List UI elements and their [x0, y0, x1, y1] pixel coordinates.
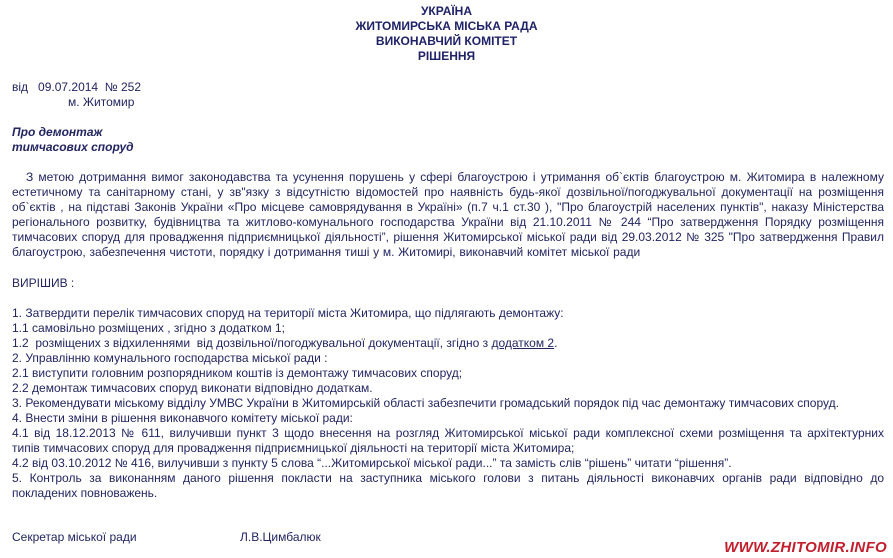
item-2: 2. Управлінню комунального господарства міської ради : — [12, 351, 328, 365]
signature-name: Л.В.Цимбалюк — [240, 530, 321, 544]
header-council: ЖИТОМИРСЬКА МІСЬКА РАДА — [355, 19, 538, 33]
item-1-2 — [12, 336, 557, 351]
item-3: 3. Рекомендувати міському відділу УМВС України в Житомирській області забезпечити громадський порядок під час демонтажу тимчасових споруд. — [12, 396, 839, 410]
item-1-2-end: . — [554, 336, 558, 350]
preamble-paragraph — [12, 170, 884, 260]
item-5-line-2: покладених повноважень. — [12, 486, 158, 500]
decision-date-number: від 09.07.2014 № 252 — [12, 80, 141, 94]
header-committee: ВИКОНАВЧИЙ КОМІТЕТ — [375, 34, 518, 48]
signature-title: Секретар міської ради — [12, 530, 137, 544]
header-country: УКРАЇНА — [420, 4, 473, 18]
resolved-heading: ВИРІШИВ : — [12, 276, 75, 290]
item-4-1-line-2: типів тимчасових споруд для провадження підприємницької діяльності на території міста Житомира; — [12, 441, 575, 455]
subject-line-2: тимчасових споруд — [12, 140, 134, 154]
item-2-1: 2.1 виступити головним розпорядником коштів із демонтажу тимчасових споруд; — [12, 366, 463, 380]
subject-line-1: Про демонтаж — [12, 125, 103, 139]
item-4: 4. Внести зміни в рішення виконавчого комітету міської ради: — [12, 411, 353, 425]
item-1-1: 1.1 самовільно розміщених , згідно з додатком 1; — [12, 321, 285, 335]
site-watermark: WWW.ZHITOMIR.INFO — [724, 539, 887, 556]
item-5-line-1: 5. Контроль за виконанням даного рішення покласти на заступника міського голови з питань діяльності виконавчих органів ради відповідно до — [12, 471, 884, 485]
item-4-1-line-1: 4.1 від 18.12.2013 № 611, вилучивши пункт 3 щодо внесення на розгляд Житомирської міської ради комплексної схеми розміщення та архітектурних — [12, 426, 884, 440]
item-1: 1. Затвердити перелік тимчасових споруд на території міста Житомира, що підлягають демонтажу: — [12, 306, 564, 320]
appendix-2-link[interactable]: додатком 2 — [491, 336, 555, 350]
item-4-2: 4.2 від 03.10.2012 № 416, вилучивши з пункту 5 слова “...Житомирської міської ради...” та замість слів “рішень” читати “рішення”. — [12, 456, 732, 470]
decision-city: м. Житомир — [68, 95, 135, 109]
header-decision: РІШЕННЯ — [417, 49, 476, 63]
item-2-2: 2.2 демонтаж тимчасових споруд виконати відповідно додаткам. — [12, 381, 373, 395]
item-1-2-text: 1.2 розміщених з відхиленнями від дозвільної/погоджувальної документації, згідно з — [12, 336, 492, 350]
preamble-text: З метою дотримання вимог законодавства та усунення порушень у сфері благоустрою і утримання об`єктів благоустрою м. Житомира в належному естетичному та санітарному стані, у зв"язку з відсутністю відомостей про наявність будь-якої дозвільної/погоджувальної документації на розміщення об`єктів , на підставі Законів України «Про місцеве самоврядування в Україні» (п.7 ч.1 ст.30 ), "Про благоустрій населених пунктів", наказу Міністерства регіонального розвитку, будівництва та житлово-комунального господарства України від 21.10.2011 № 244 “Про затвердження Порядку розміщення тимчасових споруд для провадження підприємницької діяльності”, рішення Житомирської міської ради від 29.03.2012 № 325 "Про затвердження Правил благоустрою, забезпечення чистоти, порядку і дотримання тиші у м. Житомирі, виконавчий комітет міської ради — [12, 170, 884, 259]
